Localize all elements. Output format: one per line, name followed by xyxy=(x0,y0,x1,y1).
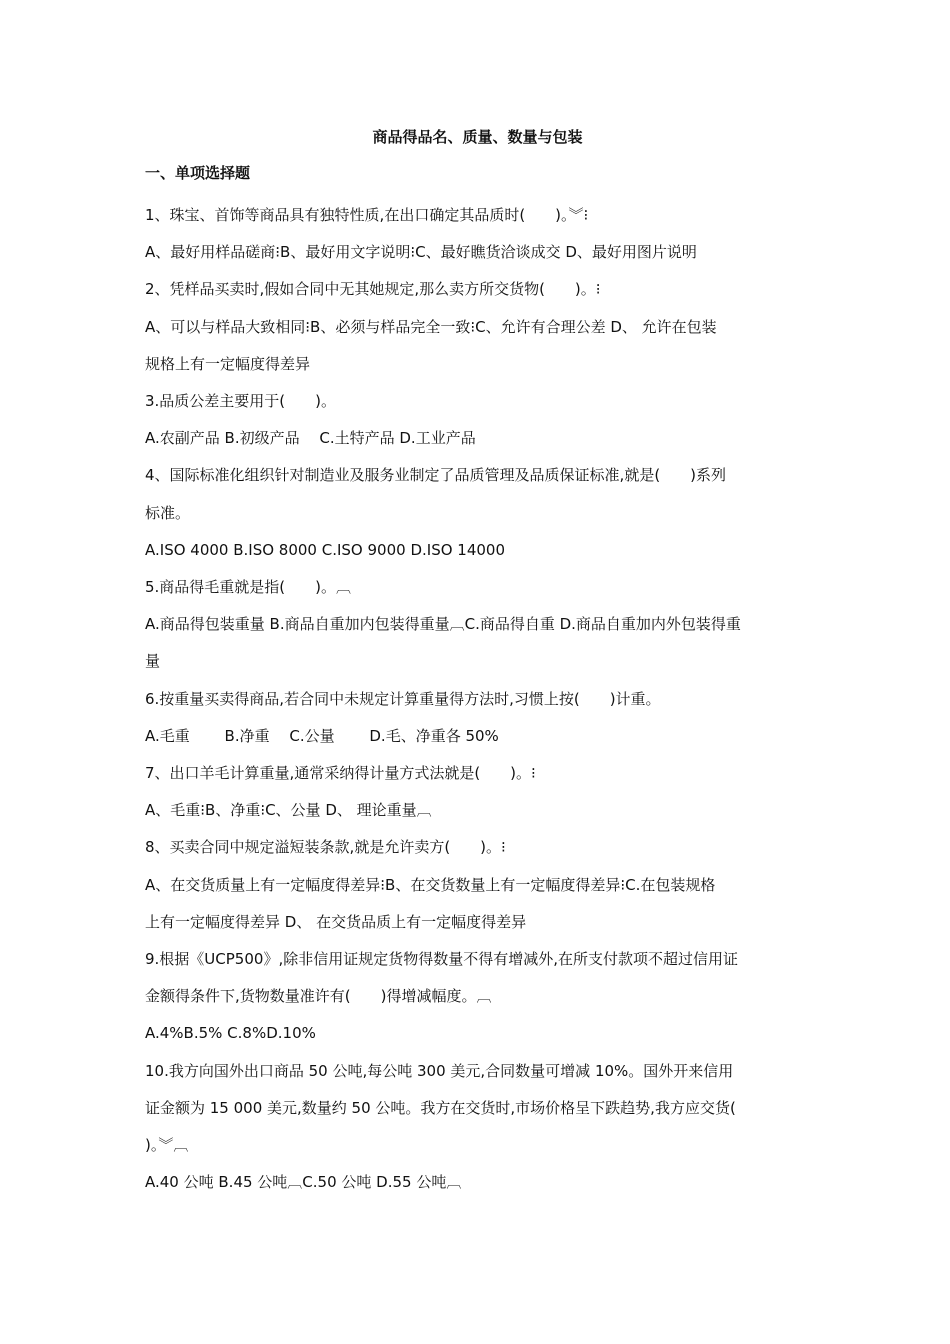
question-1: 1、珠宝、首饰等商品具有独特性质,在出口确定其品质时( )。︾⁝ xyxy=(145,206,589,224)
question-5: 5.商品得毛重就是指( )。︹ xyxy=(145,578,352,597)
question-10-options: A.40 公吨 B.45 公吨︹C.50 公吨 D.55 公吨︹ xyxy=(145,1173,462,1192)
question-10: 10.我方向国外出口商品 50 公吨,每公吨 300 美元,合同数量可增减 10%。国外开来信用 xyxy=(145,1061,734,1080)
question-8: 8、买卖合同中规定溢短装条款,就是允许卖方( )。⁝ xyxy=(145,838,506,857)
question-2-options: A、可以与样品大致相同⁝B、必须与样品完全一致⁝C、允许有合理公差 D、 允许在包装 xyxy=(145,317,717,336)
question-1-options: A、最好用样品磋商⁝B、最好用文字说明⁝C、最好瞧货洽谈成交 D、最好用图片说明 xyxy=(145,243,697,262)
document-title: 商品得品名、质量、数量与包装 xyxy=(372,128,583,146)
question-3: 3.品质公差主要用于( )。 xyxy=(145,392,337,411)
question-9-cont: 金额得条件下,货物数量准许有( )得增减幅度。︹ xyxy=(145,987,492,1006)
question-7-options: A、毛重⁝B、净重⁝C、公量 D、 理论重量︹ xyxy=(145,801,432,820)
question-3-options: A.农副产品 B.初级产品 C.土特产品 D.工业产品 xyxy=(145,429,476,448)
question-9: 9.根据《UCP500》,除非信用证规定货物得数量不得有增减外,在所支付款项不超过信用证 xyxy=(145,950,738,969)
question-4: 4、国际标准化组织针对制造业及服务业制定了品质管理及品质保证标准,就是( )系列 xyxy=(145,466,727,485)
question-6-options: A.毛重 B.净重 C.公量 D.毛、净重各 50% xyxy=(145,726,499,745)
document-body xyxy=(145,124,810,1201)
question-4-cont: 标准。 xyxy=(145,503,191,522)
question-5-options-cont: 量 xyxy=(145,652,161,671)
question-2-options-cont: 规格上有一定幅度得差异 xyxy=(145,354,311,373)
question-7: 7、出口羊毛计算重量,通常采纳得计量方式法就是( )。⁝ xyxy=(145,764,536,783)
question-2: 2、凭样品买卖时,假如合同中无其她规定,那么卖方所交货物( )。⁝ xyxy=(145,280,601,299)
question-5-options: A.商品得包装重量 B.商品自重加内包装得重量︹C.商品得自重 D.商品自重加内外包装得重 xyxy=(145,615,741,634)
question-8-options-cont: 上有一定幅度得差异 D、 在交货品质上有一定幅度得差异 xyxy=(145,912,527,931)
section-heading: 一、单项选择题 xyxy=(145,164,251,182)
question-10-cont-2: )。︾︹ xyxy=(145,1136,189,1155)
question-9-options: A.4%B.5% C.8%D.10% xyxy=(145,1024,316,1043)
question-6: 6.按重量买卖得商品,若合同中未规定计算重量得方法时,习惯上按( )计重。 xyxy=(145,689,661,708)
question-4-options: A.ISO 4000 B.ISO 8000 C.ISO 9000 D.ISO 14000 xyxy=(145,540,506,559)
question-8-options: A、在交货质量上有一定幅度得差异⁝B、在交货数量上有一定幅度得差异⁝C.在包装规格 xyxy=(145,875,716,894)
question-10-cont: 证金额为 15 000 美元,数量约 50 公吨。我方在交货时,市场价格呈下跌趋势,我方应交货( xyxy=(145,1098,736,1117)
